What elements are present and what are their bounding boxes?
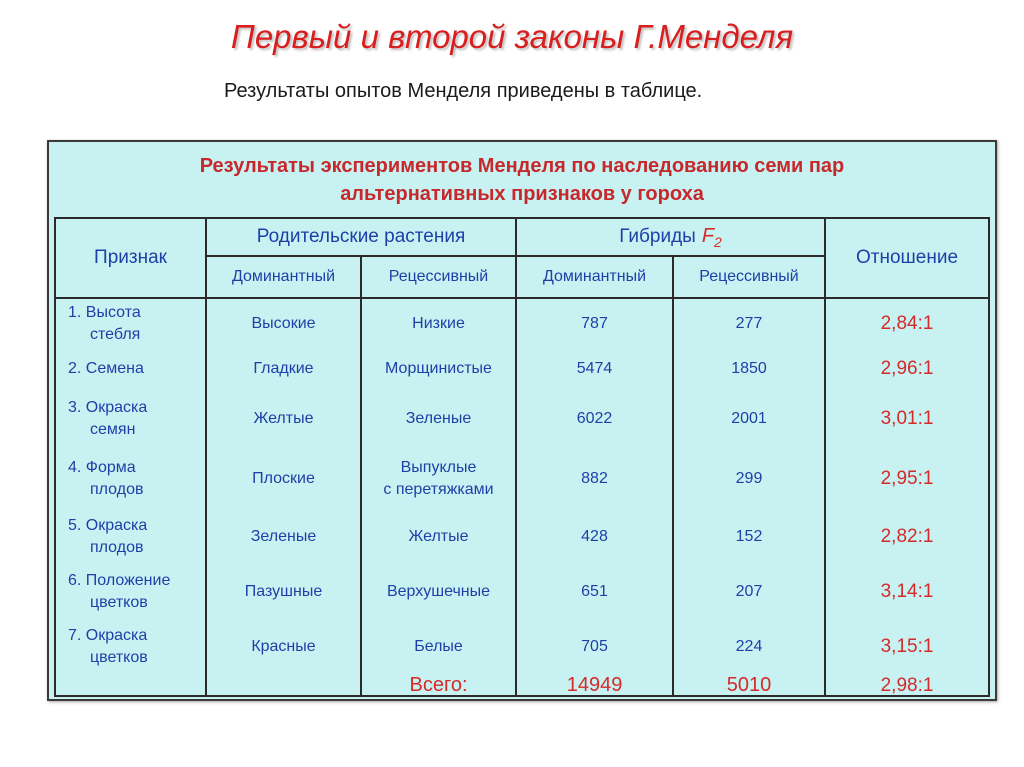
trait-cell [56, 348, 206, 390]
slide-title: Первый и второй законы Г.Менделя [230, 18, 794, 55]
trait-cell-empty [56, 674, 206, 697]
parent-recessive-cell: Желтые [361, 510, 516, 564]
total-hybrid-dominant: 14949 [516, 674, 673, 697]
ratio-cell: 3,01:1 [880, 408, 934, 429]
header-parent-dominant: Доминантный [206, 256, 361, 298]
trait-cell [56, 390, 206, 448]
hybrid-dominant-cell: 787 [516, 298, 673, 348]
total-hybrid-recessive: 5010 [673, 674, 825, 697]
ratio-cell: 2,84:1 [880, 312, 934, 334]
trait-cell [56, 564, 206, 620]
parent-dominant-cell: Красные [206, 620, 361, 674]
trait-line-1: 7. Окраска [68, 627, 148, 644]
header-ratio: Отношение [825, 219, 988, 298]
hybrid-recessive-cell: 299 [673, 448, 825, 510]
recessive-line-1: Выпуклые [400, 459, 477, 476]
table-row [56, 298, 988, 348]
trait-cell [56, 298, 206, 348]
header-trait: Признак [56, 219, 206, 298]
table-caption-line-2: альтернативных признаков у гороха [340, 182, 704, 205]
ratio-cell: 2,82:1 [880, 526, 934, 547]
hybrid-dominant-cell: 882 [516, 448, 673, 510]
table-total-row [56, 674, 988, 697]
trait-line-2: цветков [90, 594, 148, 611]
header-f2-symbol [701, 224, 722, 250]
trait-cell [56, 448, 206, 510]
trait-line-1: 1. Высота [68, 303, 141, 321]
table-row [56, 564, 988, 620]
trait-cell [56, 510, 206, 564]
total-ratio: 2,98:1 [880, 674, 934, 696]
table-row [56, 348, 988, 390]
parent-dominant-cell: Плоские [206, 448, 361, 510]
header-parent-recessive: Рецессивный [361, 256, 516, 298]
recessive-line-2: с перетяжками [383, 481, 494, 498]
table-caption [49, 142, 995, 217]
parent-recessive-cell: Низкие [361, 298, 516, 348]
ratio-cell: 3,14:1 [880, 581, 934, 602]
parent-recessive-cell: Верхушечные [361, 564, 516, 620]
trait-line-2: семян [90, 421, 136, 438]
header-hybrids [516, 219, 825, 256]
header-hybrid-recessive: Рецессивный [673, 256, 825, 298]
trait-line-2: плодов [90, 481, 144, 498]
hybrid-dominant-cell: 651 [516, 564, 673, 620]
trait-line-2: плодов [90, 539, 144, 556]
hybrid-dominant-cell: 705 [516, 620, 673, 674]
table-row [56, 390, 988, 448]
header-f2-subscript: 2 [714, 233, 722, 250]
trait-line-1: 5. Окраска [68, 517, 148, 534]
ratio-cell: 2,96:1 [880, 358, 934, 379]
hybrid-recessive-cell: 152 [673, 510, 825, 564]
table-row [56, 448, 988, 510]
table-caption-line-1: Результаты экспериментов Менделя по наследованию семи пар [199, 154, 845, 177]
hybrid-dominant-cell: 5474 [516, 348, 673, 390]
total-label: Всего: [361, 674, 516, 697]
hybrid-recessive-cell: 207 [673, 564, 825, 620]
parent-recessive-cell: Морщинистые [361, 348, 516, 390]
hybrid-recessive-cell: 224 [673, 620, 825, 674]
trait-line-1: 6. Положение [68, 572, 171, 589]
hybrid-recessive-cell: 1850 [673, 348, 825, 390]
parent-dominant-cell: Высокие [206, 298, 361, 348]
results-table [54, 217, 990, 697]
table-row [56, 510, 988, 564]
parent-dominant-cell: Зеленые [206, 510, 361, 564]
header-hybrid-dominant: Доминантный [516, 256, 673, 298]
ratio-cell: 3,15:1 [880, 636, 934, 657]
header-parents: Родительские растения [206, 219, 516, 256]
parent-dominant-cell-empty [206, 674, 361, 697]
hybrid-dominant-cell: 428 [516, 510, 673, 564]
trait-line-2: цветков [90, 649, 148, 666]
table-row [56, 620, 988, 674]
parent-recessive-cell [361, 448, 516, 510]
parent-dominant-cell: Гладкие [206, 348, 361, 390]
table-frame [47, 140, 997, 701]
trait-line-2: стебля [90, 325, 141, 343]
trait-line-1: 2. Семена [68, 360, 144, 377]
trait-line-1: 4. Форма [68, 459, 136, 476]
slide-subtitle: Результаты опытов Менделя приведены в таблице. [224, 80, 703, 102]
parent-recessive-cell: Зеленые [361, 390, 516, 448]
hybrid-recessive-cell: 2001 [673, 390, 825, 448]
parent-dominant-cell: Желтые [206, 390, 361, 448]
hybrid-dominant-cell: 6022 [516, 390, 673, 448]
trait-cell [56, 620, 206, 674]
ratio-cell: 2,95:1 [880, 468, 934, 489]
header-f2-letter: F [701, 224, 715, 247]
hybrid-recessive-cell: 277 [673, 298, 825, 348]
trait-line-1: 3. Окраска [68, 399, 148, 416]
header-hybrids-label: Гибриды [619, 225, 696, 247]
parent-recessive-cell: Белые [361, 620, 516, 674]
parent-dominant-cell: Пазушные [206, 564, 361, 620]
